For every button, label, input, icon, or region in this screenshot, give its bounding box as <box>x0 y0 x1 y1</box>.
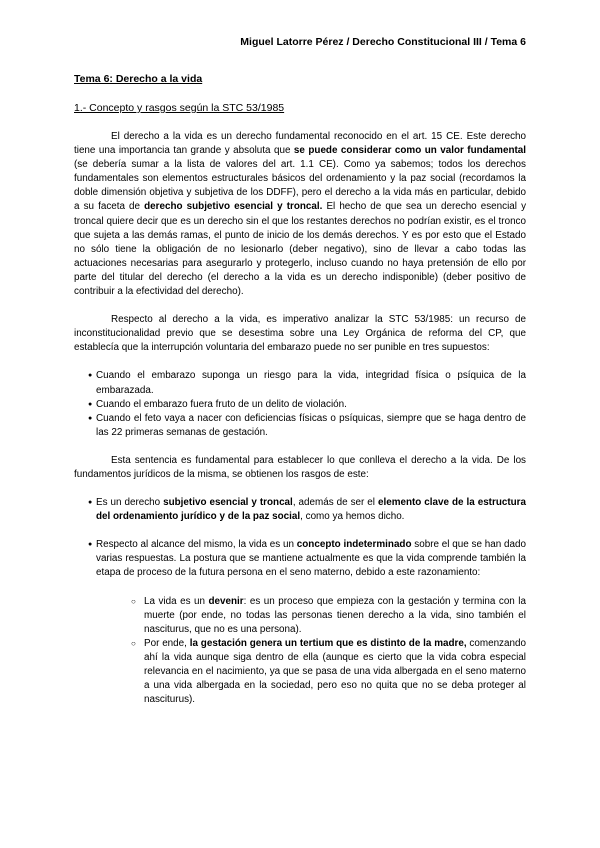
rasgos-list <box>74 496 526 524</box>
paragraph-1-bold-b: derecho subjetivo esencial y troncal. <box>144 201 323 213</box>
list-item: ● Es un derecho subjetivo esencial y troncal, además de ser el elemento clave de la estructura del ordenamiento jurídico y de la paz social, como ya hemos dicho. <box>74 496 526 524</box>
paragraph-1-text-c: El hecho de que sea un derecho esencial y troncal quiere decir que es un derecho sin el que los restantes derechos no podrían existir, es el tronco que sujeta a las demás ramas, el punto de inicio de los demás derechos. Y es por esto que el Estado no sólo tiene la obligación de no lesionarlo (deber negativo), sino de llevar a cabo todas las actuaciones necesarias para asegurarlo y protegerlo, incluso cuando no haya pretensión de ello por parte del titular del derecho (el derecho a la vida es un derecho indisponible) (deber positivo de contribuir a la efectividad del derecho). <box>74 201 527 298</box>
list-item: ● Cuando el feto vaya a nacer con deficiencias físicas o psíquicas, siempre que se haga dentro de las 22 primeras semanas de gestación. <box>74 412 526 440</box>
rasgos-list-2 <box>74 538 526 580</box>
razonamiento-list <box>74 595 526 708</box>
list-item: ● Respecto al alcance del mismo, la vida es un concepto indeterminado sobre el que se han dado varias respuestas. La postura que se mantiene actualmente es que la vida comprende también la etapa de proceso de la futura persona en el seno materno, debido a este razonamiento: <box>74 538 526 580</box>
list-item: ● Cuando el embarazo suponga un riesgo para la vida, integridad física o psíquica de la embarazada. <box>74 369 526 397</box>
paragraph-3: Esta sentencia es fundamental para establecer lo que conlleva el derecho a la vida. De los fundamentos jurídicos de la misma, se obtienen los rasgos de este: <box>74 454 526 480</box>
paragraph-1-text-a: El derecho a la vida es un derecho fundamental reconocido en el art. 15 CE. Este derecho tiene una importancia tan grande y absoluta que <box>74 131 526 157</box>
document-body <box>74 130 526 707</box>
paragraph-1 <box>74 130 526 299</box>
list-item: ○ La vida es un devenir: es un proceso que empieza con la gestación y termina con la muerte (por ende, no todas las personas tienen derecho a la vida, sino también el nasciturus, que no es una persona). <box>74 595 526 637</box>
paragraph-2: Respecto al derecho a la vida, es imperativo analizar la STC 53/1985: un recurso de inconstitucionalidad previo que se desestima sobre una Ley Orgánica de reforma del CP, que establecía que la interrupción voluntaria del embarazo puede no ser punible en tres supuestos: <box>74 314 526 354</box>
paragraph-1-bold-a: se puede considerar como un valor fundamental <box>293 145 527 157</box>
page-title: Tema 6: Derecho a la vida <box>74 73 203 85</box>
list-item: ● Cuando el embarazo fuera fruto de un delito de violación. <box>74 398 526 412</box>
list-item: ○ Por ende, la gestación genera un tertium que es distinto de la madre, comenzando ahí la vida aunque siga dentro de ella (aunque es cierto que la vida cobra especial relevancia en el nacimiento, ya que se pasa de una vida albergada en el seno materno a una vida albergada en la sociedad, pero eso no quita que no se deba proteger al nasciturus). <box>74 637 526 707</box>
supuestos-list <box>74 369 526 439</box>
page-header: Miguel Latorre Pérez / Derecho Constitucional III / Tema 6 <box>240 36 526 48</box>
section-heading: 1.- Concepto y rasgos según la STC 53/1985 <box>74 102 285 114</box>
paragraph-1-text-b: (se debería sumar a la lista de valores del art. 1.1 CE). Como ya sabemos; todos los derechos fundamentales son elementos estructurales básicos del ordenamiento y la paz social (recordamos la doble dimensión objetiva y subjetiva de los DDFF), pero el derecho a la vida más en particular, debido a su faceta de <box>74 159 526 213</box>
